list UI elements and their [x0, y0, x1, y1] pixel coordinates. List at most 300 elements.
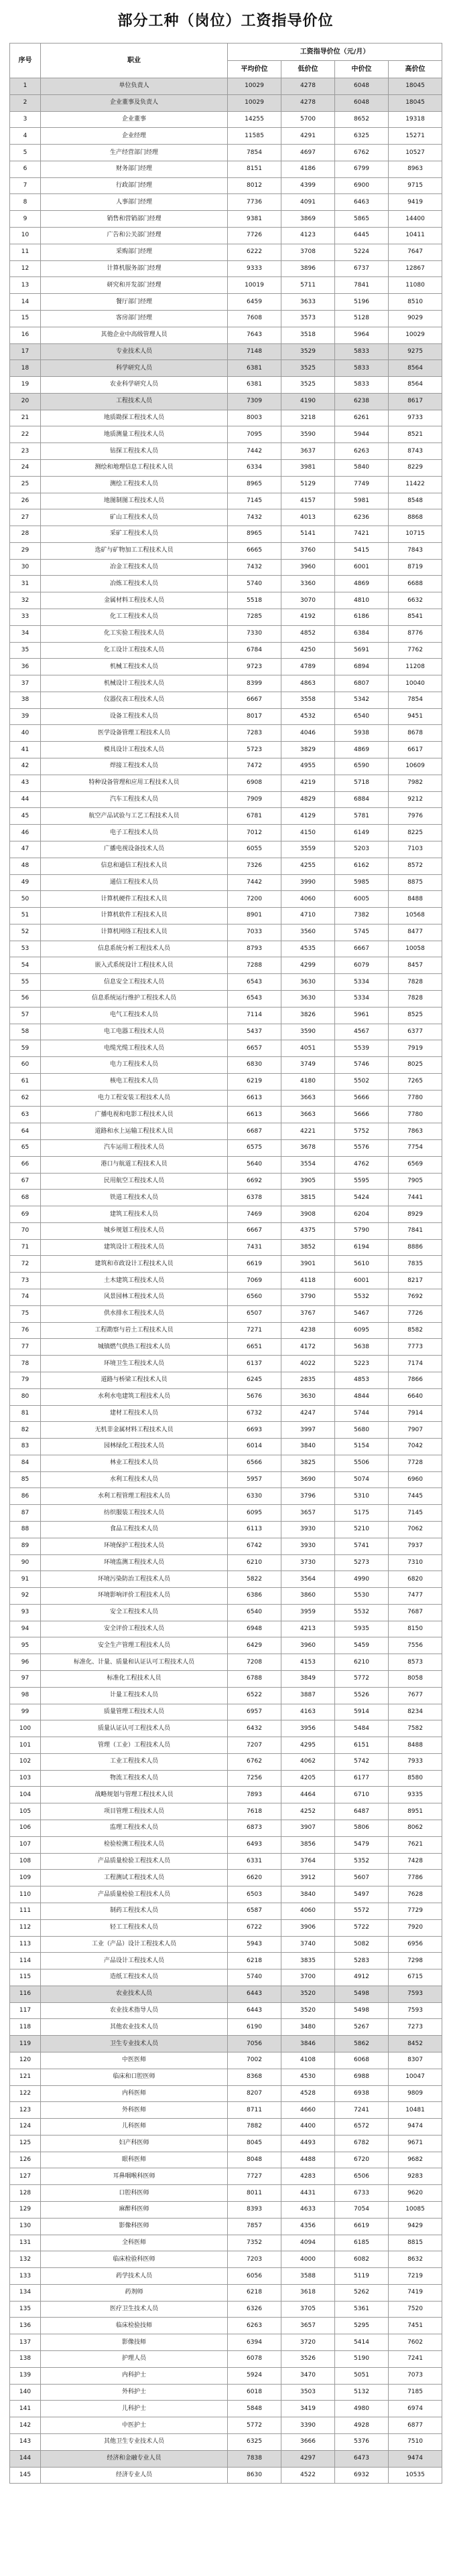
cell-avg: 6095 — [228, 1505, 281, 1522]
table-row — [10, 1554, 442, 1571]
cell-mid: 5722 — [335, 1919, 389, 1936]
table-row — [10, 891, 442, 908]
cell-occupation: 农业技术人员 — [41, 1986, 228, 2002]
cell-high: 7687 — [389, 1604, 442, 1621]
cell-mid: 6151 — [335, 1737, 389, 1754]
cell-high: 10715 — [389, 526, 442, 543]
cell-mid: 6186 — [335, 609, 389, 626]
cell-mid: 5964 — [335, 327, 389, 343]
cell-low: 3852 — [281, 1239, 335, 1256]
table-row — [10, 2417, 442, 2434]
cell-occupation: 电工电器工程技术人员 — [41, 1024, 228, 1040]
cell-avg: 7432 — [228, 509, 281, 526]
cell-high: 8580 — [389, 1770, 442, 1787]
cell-seq: 113 — [10, 1936, 41, 1953]
table-row — [10, 1273, 442, 1289]
cell-mid: 5190 — [335, 2351, 389, 2368]
cell-low: 4522 — [281, 2467, 335, 2484]
cell-avg: 8017 — [228, 708, 281, 725]
cell-avg: 6218 — [228, 2284, 281, 2301]
cell-high: 9212 — [389, 791, 442, 808]
table-row — [10, 1886, 442, 1903]
cell-avg: 5957 — [228, 1471, 281, 1488]
cell-high: 10040 — [389, 675, 442, 692]
cell-seq: 1 — [10, 78, 41, 95]
cell-avg: 9723 — [228, 659, 281, 675]
cell-low: 5129 — [281, 476, 335, 493]
cell-mid: 5051 — [335, 2367, 389, 2384]
table-row — [10, 1007, 442, 1024]
cell-mid: 5484 — [335, 1720, 389, 1737]
table-row — [10, 526, 442, 543]
cell-avg: 7271 — [228, 1322, 281, 1339]
cell-seq: 56 — [10, 990, 41, 1007]
cell-avg: 8711 — [228, 2102, 281, 2119]
cell-high: 7919 — [389, 1040, 442, 1057]
cell-avg: 7857 — [228, 2218, 281, 2235]
cell-high: 15271 — [389, 128, 442, 145]
cell-occupation: 计算机硬件工程技术人员 — [41, 891, 228, 908]
table-row — [10, 692, 442, 708]
cell-occupation: 项目管理工程技术人员 — [41, 1803, 228, 1820]
cell-seq: 84 — [10, 1455, 41, 1471]
cell-occupation: 企业董事 — [41, 111, 228, 128]
cell-avg: 5848 — [228, 2401, 281, 2417]
cell-mid: 5745 — [335, 924, 389, 941]
cell-mid: 5680 — [335, 1422, 389, 1439]
cell-avg: 8965 — [228, 526, 281, 543]
cell-occupation: 化工工程技术人员 — [41, 609, 228, 626]
cell-occupation: 餐厅部门经理 — [41, 294, 228, 311]
cell-high: 6688 — [389, 576, 442, 592]
table-row — [10, 2085, 442, 2102]
cell-occupation: 质量管理工程技术人员 — [41, 1704, 228, 1720]
table-row — [10, 791, 442, 808]
cell-avg: 7309 — [228, 393, 281, 410]
table-row — [10, 1488, 442, 1505]
table-row — [10, 1140, 442, 1157]
table-row — [10, 1123, 442, 1140]
cell-occupation: 农业科学研究人员 — [41, 377, 228, 394]
cell-mid: 6194 — [335, 1239, 389, 1256]
cell-avg: 6560 — [228, 1289, 281, 1306]
cell-high: 10085 — [389, 2202, 442, 2219]
cell-mid: 5210 — [335, 1521, 389, 1538]
cell-mid: 4567 — [335, 1024, 389, 1040]
cell-mid: 4869 — [335, 576, 389, 592]
cell-avg: 7442 — [228, 443, 281, 460]
cell-low: 3840 — [281, 1886, 335, 1903]
cell-avg: 6432 — [228, 1720, 281, 1737]
table-row — [10, 775, 442, 791]
table-row — [10, 1538, 442, 1554]
cell-high: 9474 — [389, 2450, 442, 2467]
cell-high: 8963 — [389, 161, 442, 177]
cell-seq: 136 — [10, 2318, 41, 2334]
cell-occupation: 无机非金属材料工程技术人员 — [41, 1422, 228, 1439]
cell-avg: 6507 — [228, 1305, 281, 1322]
cell-mid: 5981 — [335, 493, 389, 509]
cell-mid: 5267 — [335, 2019, 389, 2036]
table-row — [10, 128, 442, 145]
cell-avg: 6210 — [228, 1554, 281, 1571]
cell-seq: 143 — [10, 2433, 41, 2450]
cell-seq: 3 — [10, 111, 41, 128]
cell-occupation: 临床检验科医师 — [41, 2251, 228, 2268]
cell-avg: 6330 — [228, 1488, 281, 1505]
cell-occupation: 冶炼工程技术人员 — [41, 576, 228, 592]
cell-occupation: 航空产品试验与工艺工程技术人员 — [41, 808, 228, 825]
cell-low: 4488 — [281, 2152, 335, 2168]
cell-avg: 7148 — [228, 343, 281, 360]
cell-avg: 6443 — [228, 2002, 281, 2019]
cell-occupation: 战略规划与管理工程技术人员 — [41, 1787, 228, 1803]
cell-high: 8217 — [389, 1273, 442, 1289]
table-row — [10, 1753, 442, 1770]
cell-high: 7780 — [389, 1107, 442, 1123]
cell-occupation: 儿科护士 — [41, 2401, 228, 2417]
table-row — [10, 1571, 442, 1588]
table-row — [10, 1870, 442, 1886]
cell-avg: 6056 — [228, 2268, 281, 2285]
cell-high: 10568 — [389, 908, 442, 924]
cell-mid: 5467 — [335, 1305, 389, 1322]
cell-high: 7762 — [389, 642, 442, 659]
cell-low: 3218 — [281, 410, 335, 426]
cell-mid: 6079 — [335, 957, 389, 974]
cell-occupation: 水利工程技术人员 — [41, 1471, 228, 1488]
cell-high: 14400 — [389, 211, 442, 228]
table-row — [10, 1853, 442, 1870]
table-row — [10, 2268, 442, 2285]
cell-seq: 46 — [10, 825, 41, 841]
cell-occupation: 专业技术人员 — [41, 343, 228, 360]
cell-mid: 6590 — [335, 758, 389, 775]
cell-low: 4789 — [281, 659, 335, 675]
header-avg: 平均价位 — [228, 61, 281, 78]
cell-low: 3856 — [281, 1836, 335, 1853]
cell-low: 4400 — [281, 2119, 335, 2136]
cell-low: 3573 — [281, 310, 335, 327]
cell-avg: 5640 — [228, 1156, 281, 1173]
cell-low: 3630 — [281, 974, 335, 991]
table-row — [10, 659, 442, 675]
cell-mid: 6048 — [335, 94, 389, 111]
cell-seq: 117 — [10, 2002, 41, 2019]
cell-high: 8150 — [389, 1621, 442, 1637]
table-row — [10, 1040, 442, 1057]
cell-avg: 8048 — [228, 2152, 281, 2168]
table-row — [10, 145, 442, 161]
cell-seq: 75 — [10, 1305, 41, 1322]
table-row — [10, 642, 442, 659]
table-row — [10, 2433, 442, 2450]
cell-seq: 89 — [10, 1538, 41, 1554]
cell-avg: 6014 — [228, 1439, 281, 1455]
table-row — [10, 742, 442, 758]
table-row — [10, 327, 442, 343]
cell-high: 18045 — [389, 94, 442, 111]
table-row — [10, 1836, 442, 1853]
cell-low: 3826 — [281, 1007, 335, 1024]
cell-mid: 5862 — [335, 2036, 389, 2052]
cell-high: 10535 — [389, 2467, 442, 2484]
cell-high: 7185 — [389, 2384, 442, 2401]
table-row — [10, 1986, 442, 2002]
cell-high: 12867 — [389, 260, 442, 277]
table-row — [10, 1621, 442, 1637]
cell-mid: 7054 — [335, 2202, 389, 2219]
table-row — [10, 1305, 442, 1322]
cell-occupation: 计算机服务部门经理 — [41, 260, 228, 277]
cell-seq: 40 — [10, 725, 41, 742]
cell-high: 10609 — [389, 758, 442, 775]
cell-occupation: 核电工程技术人员 — [41, 1073, 228, 1090]
cell-occupation: 地质勘探工程技术人员 — [41, 410, 228, 426]
cell-seq: 2 — [10, 94, 41, 111]
cell-high: 9715 — [389, 177, 442, 194]
table-row — [10, 2102, 442, 2119]
table-row — [10, 1936, 442, 1953]
cell-seq: 127 — [10, 2168, 41, 2185]
cell-avg: 7432 — [228, 559, 281, 576]
cell-seq: 142 — [10, 2417, 41, 2434]
table-row — [10, 609, 442, 626]
table-row — [10, 576, 442, 592]
cell-avg: 7012 — [228, 825, 281, 841]
cell-seq: 7 — [10, 177, 41, 194]
cell-avg: 8003 — [228, 410, 281, 426]
cell-seq: 72 — [10, 1256, 41, 1273]
cell-occupation: 生产经营部门经理 — [41, 145, 228, 161]
cell-avg: 7256 — [228, 1770, 281, 1787]
table-row — [10, 2251, 442, 2268]
table-row — [10, 1107, 442, 1123]
cell-mid: 5128 — [335, 310, 389, 327]
cell-seq: 107 — [10, 1836, 41, 1853]
cell-avg: 7002 — [228, 2052, 281, 2069]
cell-mid: 5595 — [335, 1173, 389, 1190]
cell-mid: 7421 — [335, 526, 389, 543]
cell-avg: 8630 — [228, 2467, 281, 2484]
cell-high: 11080 — [389, 277, 442, 294]
cell-high: 7729 — [389, 1903, 442, 1919]
cell-high: 7593 — [389, 2002, 442, 2019]
cell-avg: 6732 — [228, 1405, 281, 1422]
cell-mid: 4980 — [335, 2401, 389, 2417]
header-wage-group: 工资指导价位（元/月） — [228, 44, 442, 61]
cell-high: 9733 — [389, 410, 442, 426]
table-row — [10, 1471, 442, 1488]
table-row — [10, 1222, 442, 1239]
cell-avg: 6692 — [228, 1173, 281, 1190]
header-mid: 中价位 — [335, 61, 389, 78]
cell-seq: 22 — [10, 426, 41, 443]
cell-low: 3590 — [281, 1024, 335, 1040]
cell-mid: 5833 — [335, 343, 389, 360]
cell-occupation: 其他卫生专业技术人员 — [41, 2433, 228, 2450]
cell-seq: 63 — [10, 1107, 41, 1123]
cell-mid: 5273 — [335, 1554, 389, 1571]
table-row — [10, 1737, 442, 1754]
cell-occupation: 环境监测工程技术人员 — [41, 1554, 228, 1571]
cell-mid: 5833 — [335, 377, 389, 394]
cell-high: 10411 — [389, 228, 442, 244]
cell-mid: 5295 — [335, 2318, 389, 2334]
cell-seq: 50 — [10, 891, 41, 908]
cell-mid: 5576 — [335, 1140, 389, 1157]
cell-avg: 5740 — [228, 1969, 281, 1986]
cell-avg: 7288 — [228, 957, 281, 974]
cell-mid: 5840 — [335, 459, 389, 476]
cell-seq: 35 — [10, 642, 41, 659]
cell-occupation: 电气工程技术人员 — [41, 1007, 228, 1024]
cell-occupation: 制药工程技术人员 — [41, 1903, 228, 1919]
cell-seq: 41 — [10, 742, 41, 758]
cell-occupation: 汽车工程技术人员 — [41, 791, 228, 808]
cell-high: 8525 — [389, 1007, 442, 1024]
cell-mid: 5610 — [335, 1256, 389, 1273]
cell-low: 3630 — [281, 1388, 335, 1405]
cell-avg: 5740 — [228, 576, 281, 592]
cell-mid: 5938 — [335, 725, 389, 742]
cell-low: 3730 — [281, 1554, 335, 1571]
cell-mid: 5530 — [335, 1588, 389, 1605]
table-row — [10, 2467, 442, 2484]
cell-high: 8564 — [389, 360, 442, 377]
cell-mid: 5790 — [335, 1222, 389, 1239]
cell-high: 7451 — [389, 2318, 442, 2334]
cell-seq: 104 — [10, 1787, 41, 1803]
cell-mid: 6487 — [335, 1803, 389, 1820]
cell-low: 3700 — [281, 1969, 335, 1986]
cell-high: 8521 — [389, 426, 442, 443]
table-row — [10, 758, 442, 775]
cell-mid: 7749 — [335, 476, 389, 493]
cell-low: 3663 — [281, 1107, 335, 1123]
cell-mid: 4912 — [335, 1969, 389, 1986]
cell-seq: 97 — [10, 1671, 41, 1688]
cell-high: 7920 — [389, 1919, 442, 1936]
cell-seq: 39 — [10, 708, 41, 725]
cell-low: 3554 — [281, 1156, 335, 1173]
cell-mid: 6048 — [335, 78, 389, 95]
cell-mid: 7382 — [335, 908, 389, 924]
cell-low: 3960 — [281, 559, 335, 576]
cell-seq: 66 — [10, 1156, 41, 1173]
cell-low: 3960 — [281, 1637, 335, 1654]
cell-high: 9451 — [389, 708, 442, 725]
cell-avg: 7352 — [228, 2235, 281, 2251]
cell-low: 4046 — [281, 725, 335, 742]
cell-low: 4180 — [281, 1073, 335, 1090]
cell-mid: 5718 — [335, 775, 389, 791]
table-row — [10, 1588, 442, 1605]
cell-mid: 5638 — [335, 1339, 389, 1356]
cell-avg: 7469 — [228, 1206, 281, 1223]
cell-mid: 5283 — [335, 1953, 389, 1969]
cell-seq: 139 — [10, 2367, 41, 2384]
cell-low: 4129 — [281, 808, 335, 825]
table-row — [10, 2119, 442, 2136]
cell-occupation: 供水排水工程技术人员 — [41, 1305, 228, 1322]
cell-avg: 6957 — [228, 1704, 281, 1720]
cell-low: 4283 — [281, 2168, 335, 2185]
cell-seq: 28 — [10, 526, 41, 543]
cell-mid: 6384 — [335, 625, 389, 642]
cell-avg: 6587 — [228, 1903, 281, 1919]
cell-high: 8457 — [389, 957, 442, 974]
cell-avg: 5518 — [228, 592, 281, 609]
cell-mid: 5334 — [335, 974, 389, 991]
table-row — [10, 1770, 442, 1787]
cell-low: 3663 — [281, 1090, 335, 1107]
cell-mid: 6807 — [335, 675, 389, 692]
table-row — [10, 294, 442, 311]
cell-occupation: 道路和水上运输工程技术人员 — [41, 1123, 228, 1140]
table-row — [10, 493, 442, 509]
cell-mid: 5424 — [335, 1190, 389, 1206]
table-row — [10, 1919, 442, 1936]
table-row — [10, 1322, 442, 1339]
cell-seq: 133 — [10, 2268, 41, 2285]
cell-high: 6632 — [389, 592, 442, 609]
cell-occupation: 风景园林工程技术人员 — [41, 1289, 228, 1306]
cell-occupation: 标准化工程技术人员 — [41, 1671, 228, 1688]
cell-low: 3760 — [281, 542, 335, 559]
table-row — [10, 2019, 442, 2036]
cell-low: 4297 — [281, 2450, 335, 2467]
cell-seq: 126 — [10, 2152, 41, 2168]
cell-occupation: 监理工程技术人员 — [41, 1820, 228, 1837]
cell-high: 8617 — [389, 393, 442, 410]
cell-high: 8582 — [389, 1322, 442, 1339]
cell-mid: 6737 — [335, 260, 389, 277]
cell-mid: 6619 — [335, 2218, 389, 2235]
cell-occupation: 内科护士 — [41, 2367, 228, 2384]
table-row — [10, 1720, 442, 1737]
cell-mid: 6938 — [335, 2085, 389, 2102]
cell-avg: 6657 — [228, 1040, 281, 1057]
cell-seq: 85 — [10, 1471, 41, 1488]
cell-avg: 6443 — [228, 1986, 281, 2002]
table-row — [10, 2218, 442, 2235]
cell-seq: 78 — [10, 1356, 41, 1372]
cell-low: 4535 — [281, 941, 335, 957]
cell-mid: 6720 — [335, 2152, 389, 2168]
cell-high: 9429 — [389, 2218, 442, 2235]
cell-high: 8929 — [389, 1206, 442, 1223]
cell-low: 4829 — [281, 791, 335, 808]
table-row — [10, 941, 442, 957]
cell-low: 4530 — [281, 2069, 335, 2085]
cell-low: 4221 — [281, 1123, 335, 1140]
table-row — [10, 1206, 442, 1223]
cell-seq: 64 — [10, 1123, 41, 1140]
table-row — [10, 1704, 442, 1720]
cell-occupation: 建筑和市政设计工程技术人员 — [41, 1256, 228, 1273]
cell-seq: 68 — [10, 1190, 41, 1206]
cell-high: 7419 — [389, 2284, 442, 2301]
cell-seq: 67 — [10, 1173, 41, 1190]
cell-low: 4528 — [281, 2085, 335, 2102]
cell-mid: 5526 — [335, 1687, 389, 1704]
table-row — [10, 1356, 442, 1372]
cell-mid: 5361 — [335, 2301, 389, 2318]
cell-occupation: 财务部门经理 — [41, 161, 228, 177]
cell-mid: 5741 — [335, 1538, 389, 1554]
cell-high: 10481 — [389, 2102, 442, 2119]
